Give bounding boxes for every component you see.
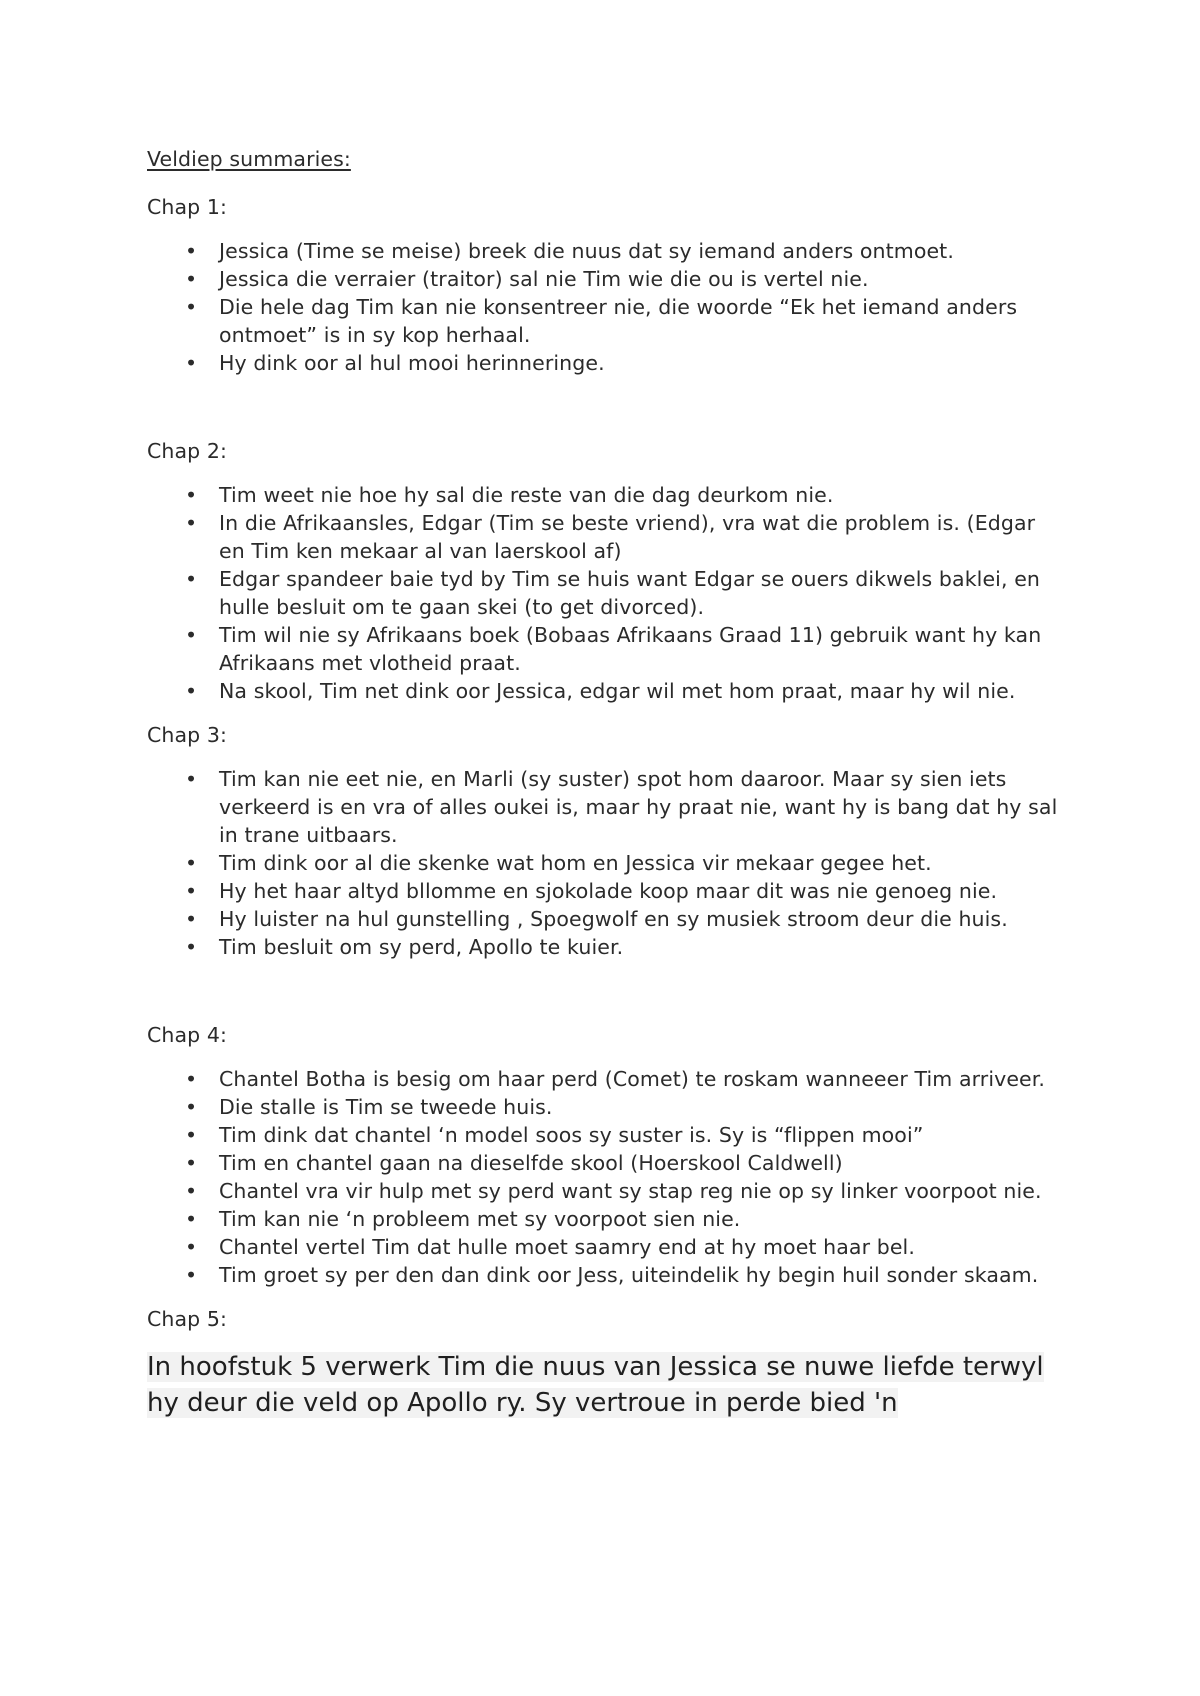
bullet-icon: • (185, 1179, 198, 1203)
list-item-text: Jessica (Time se meise) breek die nuus dat sy iemand anders ontmoet. (219, 239, 954, 263)
chapter-1-heading: Chap 1: (147, 195, 228, 219)
bullet-icon: • (185, 851, 198, 875)
bullet-icon: • (185, 1235, 198, 1259)
list-item-text: Tim kan nie ‘n probleem met sy voorpoot sien nie. (219, 1207, 741, 1231)
list-item (147, 905, 1067, 933)
list-item-text: Chantel vertel Tim dat hulle moet saamry end at hy moet haar bel. (219, 1235, 915, 1259)
list-item (147, 1093, 1067, 1121)
bullet-icon: • (185, 879, 198, 903)
document-page (147, 145, 1067, 1421)
bullet-icon: • (185, 483, 198, 507)
bullet-icon: • (185, 267, 198, 291)
list-item-text: Tim en chantel gaan na dieselfde skool (Hoerskool Caldwell) (219, 1151, 843, 1175)
list-item (147, 765, 1067, 849)
chapter-5-paragraph-text: In hoofstuk 5 verwerk Tim die nuus van Jessica se nuwe liefde terwyl hy deur die veld op Apollo ry. Sy vertroue in perde bied 'n (147, 1352, 1044, 1418)
list-item (147, 1149, 1067, 1177)
spacer (147, 961, 1067, 1021)
list-item-text: Edgar spandeer baie tyd by Tim se huis want Edgar se ouers dikwels baklei, en hulle besluit om te gaan skei (to get divorced). (219, 567, 1041, 619)
spacer (147, 705, 1067, 721)
document-title: Veldiep summaries: (147, 147, 351, 171)
list-item (147, 237, 1067, 265)
bullet-icon: • (185, 1067, 198, 1091)
list-item-text: Die hele dag Tim kan nie konsentreer nie, die woorde “Ek het iemand anders ontmoet” is in sy kop herhaal. (219, 295, 1018, 347)
bullet-icon: • (185, 935, 198, 959)
list-item (147, 509, 1067, 565)
bullet-icon: • (185, 239, 198, 263)
bullet-icon: • (185, 295, 198, 319)
bullet-icon: • (185, 623, 198, 647)
bullet-icon: • (185, 1151, 198, 1175)
list-item (147, 1205, 1067, 1233)
list-item (147, 565, 1067, 621)
chapter-5-paragraph (147, 1349, 1047, 1421)
list-item-text: In die Afrikaansles, Edgar (Tim se beste vriend), vra wat die problem is. (Edgar en Tim ken mekaar al van laerskool af) (219, 511, 1036, 563)
list-item-text: Hy het haar altyd bllomme en sjokolade koop maar dit was nie genoeg nie. (219, 879, 998, 903)
list-item (147, 1177, 1067, 1205)
list-item (147, 877, 1067, 905)
bullet-icon: • (185, 1095, 198, 1119)
list-item-text: Jessica die verraier (traitor) sal nie Tim wie die ou is vertel nie. (219, 267, 869, 291)
list-item (147, 677, 1067, 705)
list-item (147, 621, 1067, 677)
chapter-2-bullet-list (147, 481, 1067, 705)
list-item (147, 933, 1067, 961)
list-item-text: Chantel vra vir hulp met sy perd want sy stap reg nie op sy linker voorpoot nie. (219, 1179, 1042, 1203)
bullet-icon: • (185, 1263, 198, 1287)
list-item (147, 1065, 1067, 1093)
list-item-text: Chantel Botha is besig om haar perd (Comet) te roskam wanneeer Tim arriveer. (219, 1067, 1046, 1091)
bullet-icon: • (185, 1207, 198, 1231)
spacer (147, 377, 1067, 437)
list-item-text: Die stalle is Tim se tweede huis. (219, 1095, 553, 1119)
spacer (147, 1289, 1067, 1305)
bullet-icon: • (185, 511, 198, 535)
bullet-icon: • (185, 679, 198, 703)
list-item-text: Tim dink oor al die skenke wat hom en Jessica vir mekaar gegee het. (219, 851, 932, 875)
list-item-text: Tim weet nie hoe hy sal die reste van die dag deurkom nie. (219, 483, 834, 507)
list-item-text: Na skool, Tim net dink oor Jessica, edgar wil met hom praat, maar hy wil nie. (219, 679, 1016, 703)
chapter-1-bullet-list (147, 237, 1067, 377)
chapter-2-heading: Chap 2: (147, 439, 228, 463)
list-item-text: Tim besluit om sy perd, Apollo te kuier. (219, 935, 624, 959)
bullet-icon: • (185, 907, 198, 931)
list-item-text: Tim wil nie sy Afrikaans boek (Bobaas Afrikaans Graad 11) gebruik want hy kan Afrikaans met vlotheid praat. (219, 623, 1042, 675)
list-item (147, 1261, 1067, 1289)
bullet-icon: • (185, 767, 198, 791)
list-item-text: Hy dink oor al hul mooi herinneringe. (219, 351, 605, 375)
list-item-text: Hy luister na hul gunstelling , Spoegwolf en sy musiek stroom deur die huis. (219, 907, 1008, 931)
bullet-icon: • (185, 567, 198, 591)
list-item (147, 293, 1067, 349)
bullet-icon: • (185, 1123, 198, 1147)
chapter-3-heading: Chap 3: (147, 723, 228, 747)
chapter-4-bullet-list (147, 1065, 1067, 1289)
chapter-4-heading: Chap 4: (147, 1023, 228, 1047)
list-item (147, 349, 1067, 377)
list-item (147, 849, 1067, 877)
list-item (147, 481, 1067, 509)
list-item (147, 265, 1067, 293)
bullet-icon: • (185, 351, 198, 375)
chapter-5-heading: Chap 5: (147, 1307, 228, 1331)
list-item-text: Tim groet sy per den dan dink oor Jess, uiteindelik hy begin huil sonder skaam. (219, 1263, 1039, 1287)
list-item (147, 1121, 1067, 1149)
list-item-text: Tim kan nie eet nie, en Marli (sy suster) spot hom daaroor. Maar sy sien iets verkeerd is en vra of alles oukei is, maar hy praat nie, want hy is bang dat hy sal in trane uitbaars. (219, 767, 1058, 847)
list-item-text: Tim dink dat chantel ‘n model soos sy suster is. Sy is “flippen mooi” (219, 1123, 924, 1147)
chapter-3-bullet-list (147, 765, 1067, 961)
list-item (147, 1233, 1067, 1261)
